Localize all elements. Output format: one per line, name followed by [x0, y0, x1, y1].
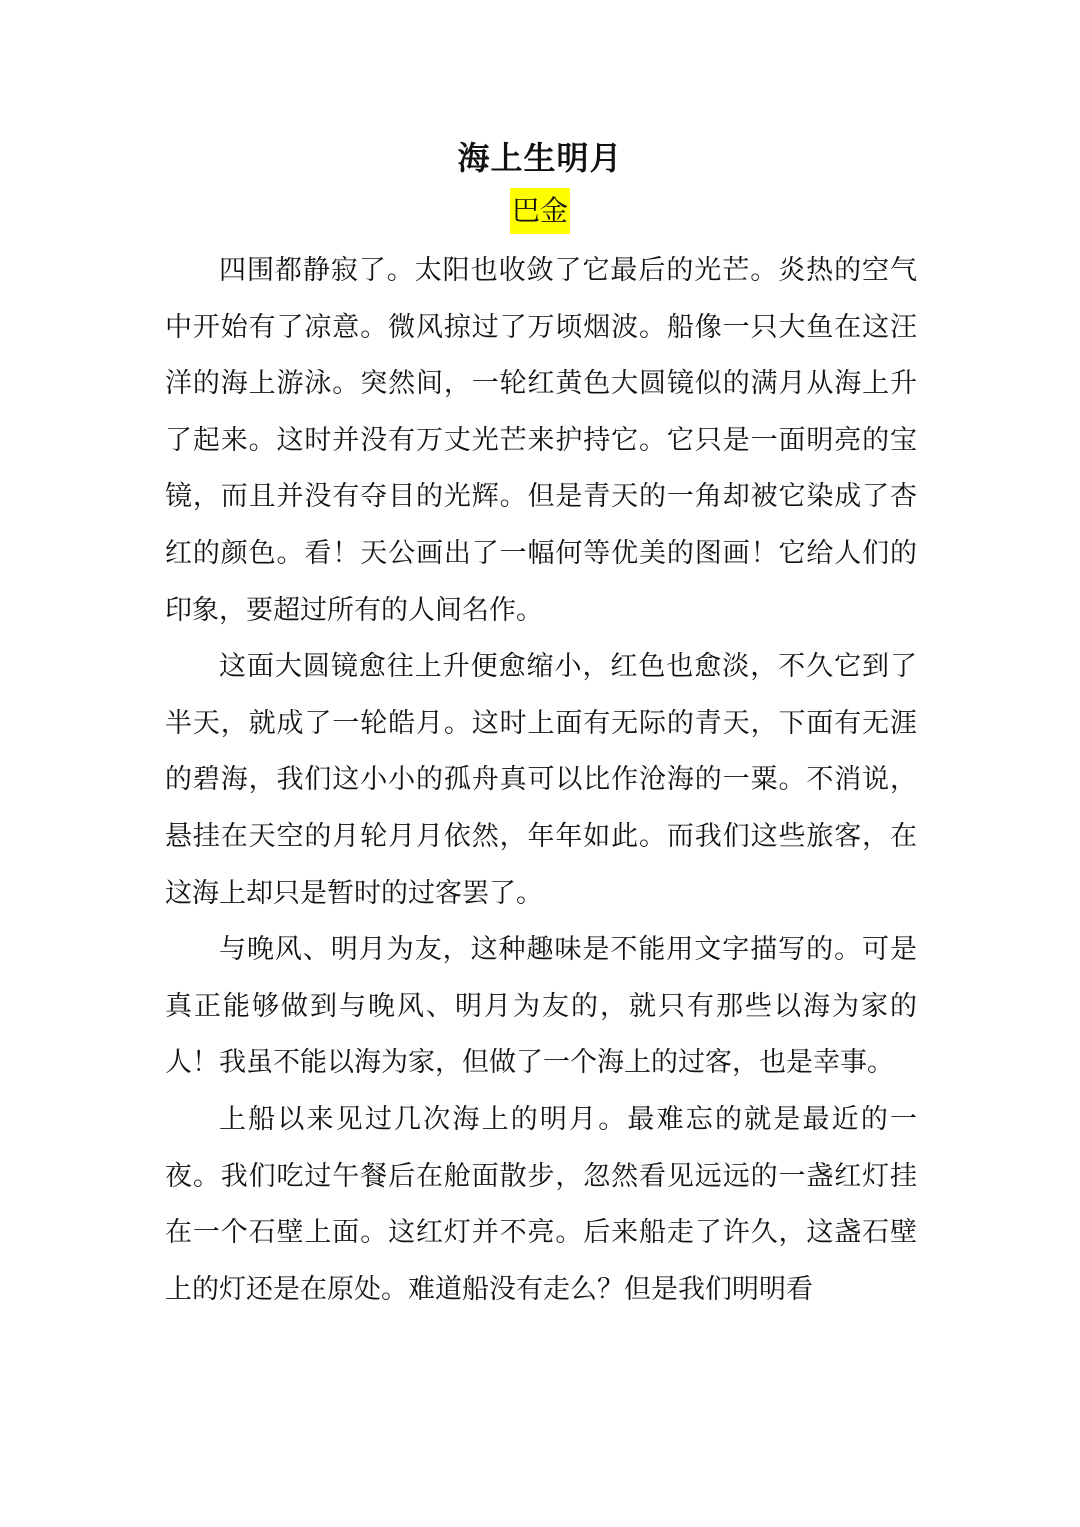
article-body — [165, 243, 917, 1318]
paragraph-4: 上船以来见过几次海上的明月。最难忘的就是最近的一夜。我们吃过午餐后在舱面散步，忽然看见远远的一盏红灯挂在一个石壁上面。这红灯并不亮。后来船走了许久，这盏石壁上的灯还是在原处。难道船没有走么？但是我们明明看 — [165, 1103, 917, 1305]
author-line — [0, 188, 1080, 234]
document-title: 海上生明月 — [457, 139, 623, 177]
author-name: 巴金 — [510, 188, 570, 234]
paragraph-2: 这面大圆镜愈往上升便愈缩小，红色也愈淡，不久它到了半天，就成了一轮皓月。这时上面有无际的青天，下面有无涯的碧海，我们这小小的孤舟真可以比作沧海的一粟。不消说，悬挂在天空的月轮月月依然，年年如此。而我们这些旅客，在这海上却只是暂时的过客罢了。 — [165, 651, 917, 909]
paragraph-1: 四围都静寂了。太阳也收敛了它最后的光芒。炎热的空气中开始有了凉意。微风掠过了万顷烟波。船像一只大鱼在这汪洋的海上游泳。突然间，一轮红黄色大圆镜似的满月从海上升了起来。这时并没有万丈光芒来护持它。它只是一面明亮的宝镜，而且并没有夺目的光辉。但是青天的一角却被它染成了杏红的颜色。看！天公画出了一幅何等优美的图画！它给人们的印象，要超过所有的人间名作。 — [165, 255, 917, 626]
paragraph-3: 与晚风、明月为友，这种趣味是不能用文字描写的。可是真正能够做到与晚风、明月为友的，就只有那些以海为家的人！我虽不能以海为家，但做了一个海上的过客，也是幸事。 — [165, 934, 917, 1079]
